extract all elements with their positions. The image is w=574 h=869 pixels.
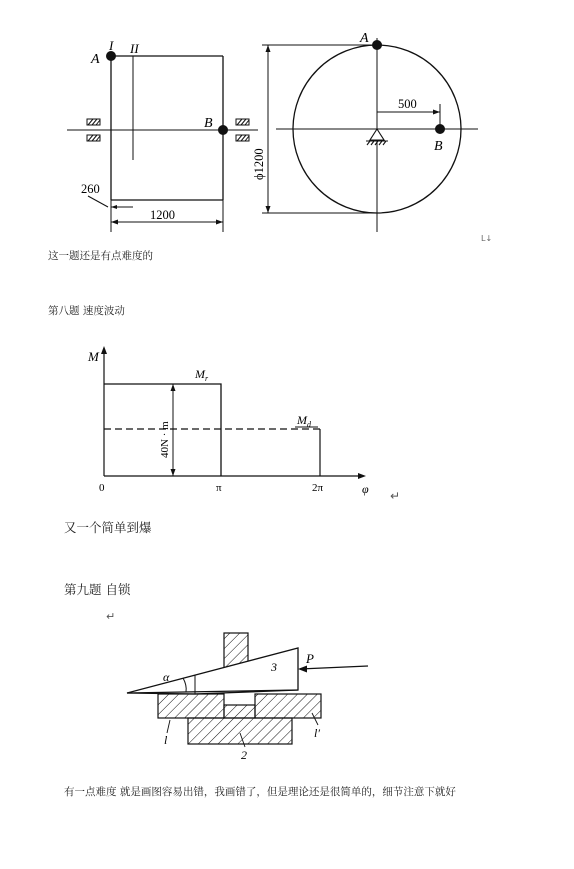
- label-point-b-left: B: [204, 116, 213, 131]
- md-label-sub: d: [307, 420, 311, 429]
- x-axis-label: φ: [362, 482, 369, 496]
- mr-label: [194, 367, 209, 383]
- base-part-2: [188, 718, 292, 744]
- caption-problem-7-comment: 这一题还是有点难度的: [48, 250, 153, 262]
- heading-problem-8: 第八题 速度波动: [48, 305, 125, 317]
- mass-point-b-right: [435, 124, 445, 134]
- base-part-2-stem: [224, 705, 255, 718]
- label-dim-500: 500: [398, 97, 417, 111]
- arrow-icon: [298, 666, 307, 673]
- arrow-icon: [433, 110, 440, 115]
- force-p-line: [300, 666, 368, 669]
- arrow-icon: [171, 384, 176, 391]
- mass-point-b-left: [218, 125, 228, 135]
- guide-part-1-right: [255, 694, 321, 718]
- label-part-3: 3: [271, 660, 277, 674]
- label-part-1-left: l: [164, 733, 168, 747]
- mr-label-sub: r: [205, 374, 209, 383]
- label-force-p: P: [306, 651, 314, 666]
- arrow-icon: [171, 469, 176, 476]
- heading-problem-9: 第九题 自锁: [64, 582, 131, 597]
- md-label: [296, 413, 312, 429]
- pivot-support-icon: [366, 129, 388, 145]
- caption-problem-8-comment: 又一个简单到爆: [64, 520, 152, 535]
- arrow-icon: [266, 45, 271, 52]
- rotor-front-view: [262, 38, 478, 232]
- label-point-a-left: A: [91, 52, 100, 67]
- corner-mark: L↓: [481, 234, 493, 243]
- y-axis-label: M: [88, 349, 99, 364]
- value-label: 40N · m: [159, 421, 171, 458]
- rotor-side-view: [67, 56, 258, 232]
- label-point-b-right: B: [434, 139, 443, 154]
- mass-point-a-right: [372, 40, 382, 50]
- label-angle: α: [163, 670, 170, 684]
- figure-torque-diagram: [0, 340, 574, 510]
- figure-rotor-balancing: [0, 0, 574, 240]
- return-mark-9: ↵: [106, 610, 116, 623]
- arrow-icon: [266, 206, 271, 213]
- tick-2pi: 2π: [312, 482, 324, 494]
- arrow-icon: [216, 220, 223, 225]
- label-plane-one: I: [109, 38, 114, 53]
- arrow-icon: [358, 473, 366, 479]
- arrow-icon: [101, 346, 107, 354]
- tick-zero: 0: [99, 482, 105, 494]
- arrow-icon: [111, 220, 118, 225]
- md-label-main: M: [297, 413, 307, 427]
- guide-part-1-left: [158, 694, 224, 718]
- figure-wedge-mechanism: [0, 625, 574, 765]
- mr-label-main: M: [195, 367, 205, 381]
- label-dim-diameter: ϕ1200: [252, 148, 266, 180]
- label-dim-260: 260: [81, 182, 100, 196]
- dim-260-leader: [88, 196, 108, 207]
- label-point-a-right: A: [360, 31, 369, 46]
- arrow-icon: [111, 205, 117, 209]
- leader-part-1-left: [167, 720, 170, 733]
- return-mark: ↵: [390, 489, 401, 503]
- label-part-1-right: l′: [314, 726, 320, 740]
- tick-pi: π: [216, 482, 222, 494]
- caption-problem-9-comment: 有一点难度 就是画图容易出错，我画错了，但是理论还是很简单的，细节注意下就好: [64, 786, 456, 798]
- label-plane-two: II: [130, 41, 139, 56]
- label-dim-1200: 1200: [150, 208, 175, 222]
- label-part-2: 2: [241, 748, 247, 762]
